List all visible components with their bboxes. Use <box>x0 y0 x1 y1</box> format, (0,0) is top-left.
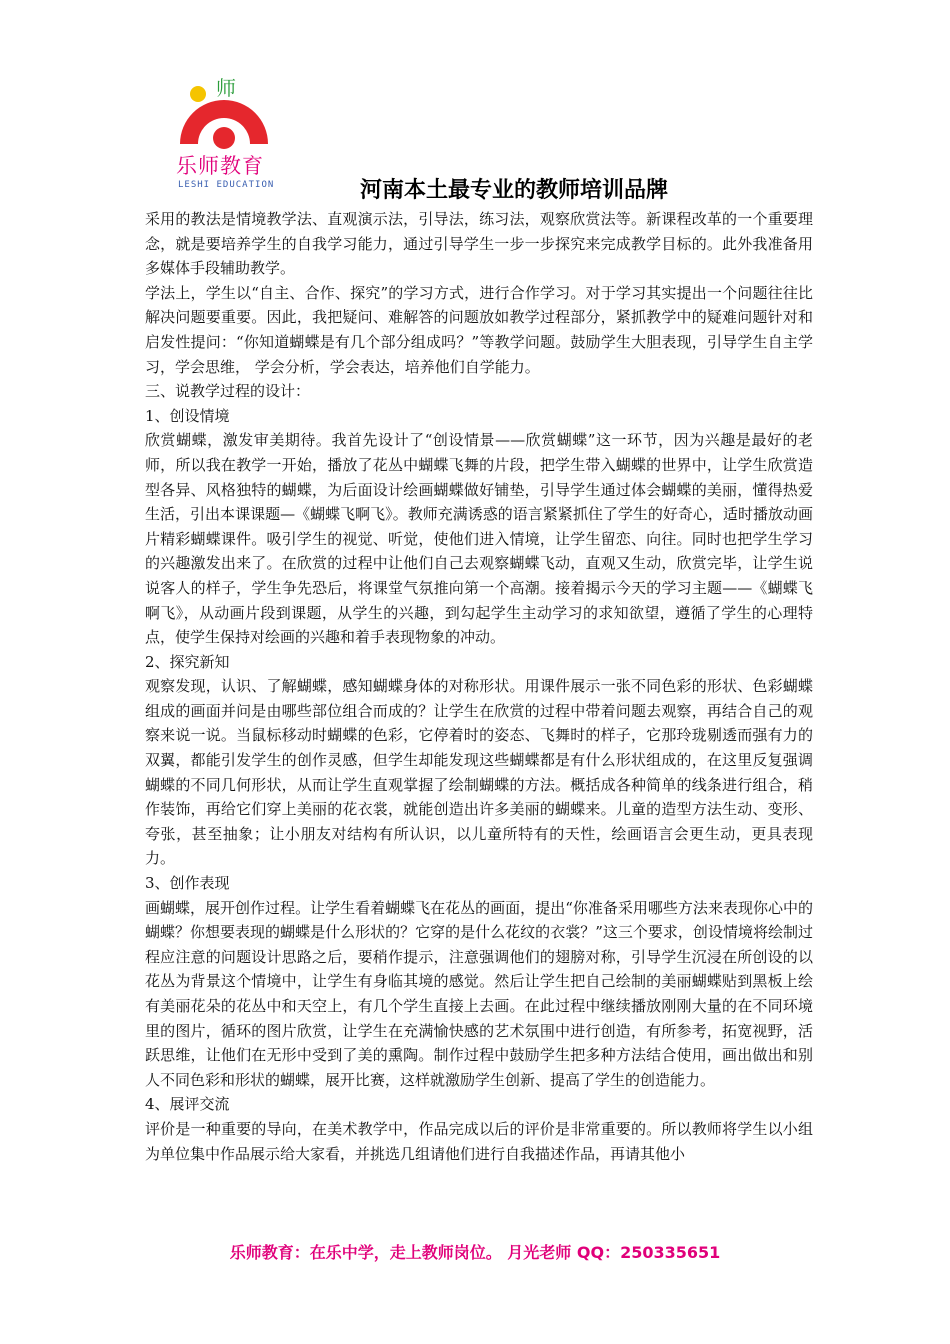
brand-slogan: 河南本土最专业的教师培训品牌 <box>360 178 669 203</box>
logo-name: 乐师教育 <box>176 154 264 178</box>
subsection-heading: 1、创设情境 <box>145 406 230 425</box>
footer-contact: 乐师教育：在乐中学，走上教师岗位。 月光老师 QQ：250335651 <box>229 1243 721 1262</box>
subsection-heading: 3、创作表现 <box>145 874 230 893</box>
paragraph: 欣赏蝴蝶，激发审美期待。我首先设计了“创设情景——欣赏蝴蝶”这一环节，因为兴趣是最好的老师，所以我在教学一开始，播放了花丛中蝴蝶飞舞的片段，把学生带入蝴蝶的世界中，让学生欣赏造型各异、风格独特的蝴蝶，为后面设计绘画蝴蝶做好铺垫，引导学生通过体会蝴蝶的美丽，懂得热爱生活，引出本课课题—《蝴蝶飞啊飞》。教师充满诱惑的语言紧紧抓住了学生的好奇心，适时播放动画片精彩蝴蝶课件。吸引学生的视觉、听觉，使他们进入情境，让学生留恋、向往。同时也把学生学习的兴趣激发出来了。在欣赏的过程中让他们自己去观察蝴蝶飞动，直观又生动，欣赏完毕，让学生说说客人的样子，学生争先恐后，将课堂气氛推向第一个高潮。接着揭示今天的学习主题——《蝴蝶飞啊飞》，从动画片段到课题，从学生的兴趣，到勾起学生主动学习的求知欲望，遵循了学生的心理特点，使学生保持对绘画的兴趣和着手表现物象的冲动。 <box>145 431 813 647</box>
paragraph: 采用的教法是情境教学法、直观演示法，引导法，练习法，观察欣赏法等。新课程改革的一个重要理念，就是要培养学生的自我学习能力，通过引导学生一步一步探究来完成教学目标的。此外我准备用多媒体手段辅助教学。 <box>145 210 813 278</box>
logo-glyph: 师 <box>216 76 236 100</box>
subsection-heading: 2、探究新知 <box>145 652 230 671</box>
paragraph: 观察发现，认识、了解蝴蝶，感知蝴蝶身体的对称形状。用课件展示一张不同色彩的形状、色彩蝴蝶组成的画面并问是由哪些部位组合而成的？让学生在欣赏的过程中带着问题去观察，再结合自己的观察来说一说。当鼠标移动时蝴蝶的色彩，它停着时的姿态、飞舞时的样子，它那玲珑剔透而强有力的双翼，都能引发学生的创作灵感，但学生却能发现这些蝴蝶都是有什么形状组成的，在这里反复强调蝴蝶的不同几何形状，从而让学生直观掌握了绘制蝴蝶的方法。概括成各种简单的线条进行组合，稍作装饰，再给它们穿上美丽的花衣裳，就能创造出许多美丽的蝴蝶来。儿童的造型方法生动、变形、夸张，甚至抽象；让小朋友对结构有所认识，以儿童所特有的天性，绘画语言会更生动，更具表现力。 <box>145 677 813 868</box>
paragraph: 评价是一种重要的导向，在美术教学中，作品完成以后的评价是非常重要的。所以教师将学生以小组为单位集中作品展示给大家看，并挑选几组请他们进行自我描述作品，再请其他小 <box>145 1119 813 1163</box>
paragraph: 学法上，学生以“自主、合作、探究”的学习方式，进行合作学习。对于学习其实提出一个问题往往比解决问题要重要。因此，我把疑问、难解答的问题放如教学过程部分，紧抓教学中的疑难问题针对和启发性提问：“你知道蝴蝶是有几个部分组成吗？”等教学问题。鼓励学生大胆表现，引导学生自主学习，学会思维， 学会分析，学会表达，培养他们自学能力。 <box>145 283 813 376</box>
document-body <box>145 207 813 1166</box>
logo-subtitle: LESHI EDUCATION <box>178 180 275 190</box>
paragraph: 画蝴蝶，展开创作过程。让学生看着蝴蝶飞在花丛的画面，提出“你准备采用哪些方法来表现你心中的蝴蝶？你想要表现的蝴蝶是什么形状的？它穿的是什么花纹的衣裳？”这三个要求，创设情境将绘制过程应注意的问题设计思路之后，要稍作提示，注意强调他们的翅膀对称，引导学生沉浸在所创设的以花丛为背景这个情境中，让学生有身临其境的感觉。然后让学生把自己绘制的美丽蝴蝶贴到黑板上绘有美丽花朵的花丛中和天空上，有几个学生直接上去画。在此过程中继续播放刚刚大量的在不同环境里的图片，循环的图片欣赏，让学生在充满愉快感的艺术氛围中进行创造，有所参考，拓宽视野，活跃思维，让他们在无形中受到了美的熏陶。制作过程中鼓励学生把多种方法结合使用，画出做出和别人不同色彩和形状的蝴蝶，展开比赛，这样就激励学生创新、提高了学生的创造能力。 <box>145 898 813 1089</box>
subsection-heading: 4、展评交流 <box>145 1095 230 1114</box>
section-heading: 三、说教学过程的设计： <box>145 382 311 401</box>
